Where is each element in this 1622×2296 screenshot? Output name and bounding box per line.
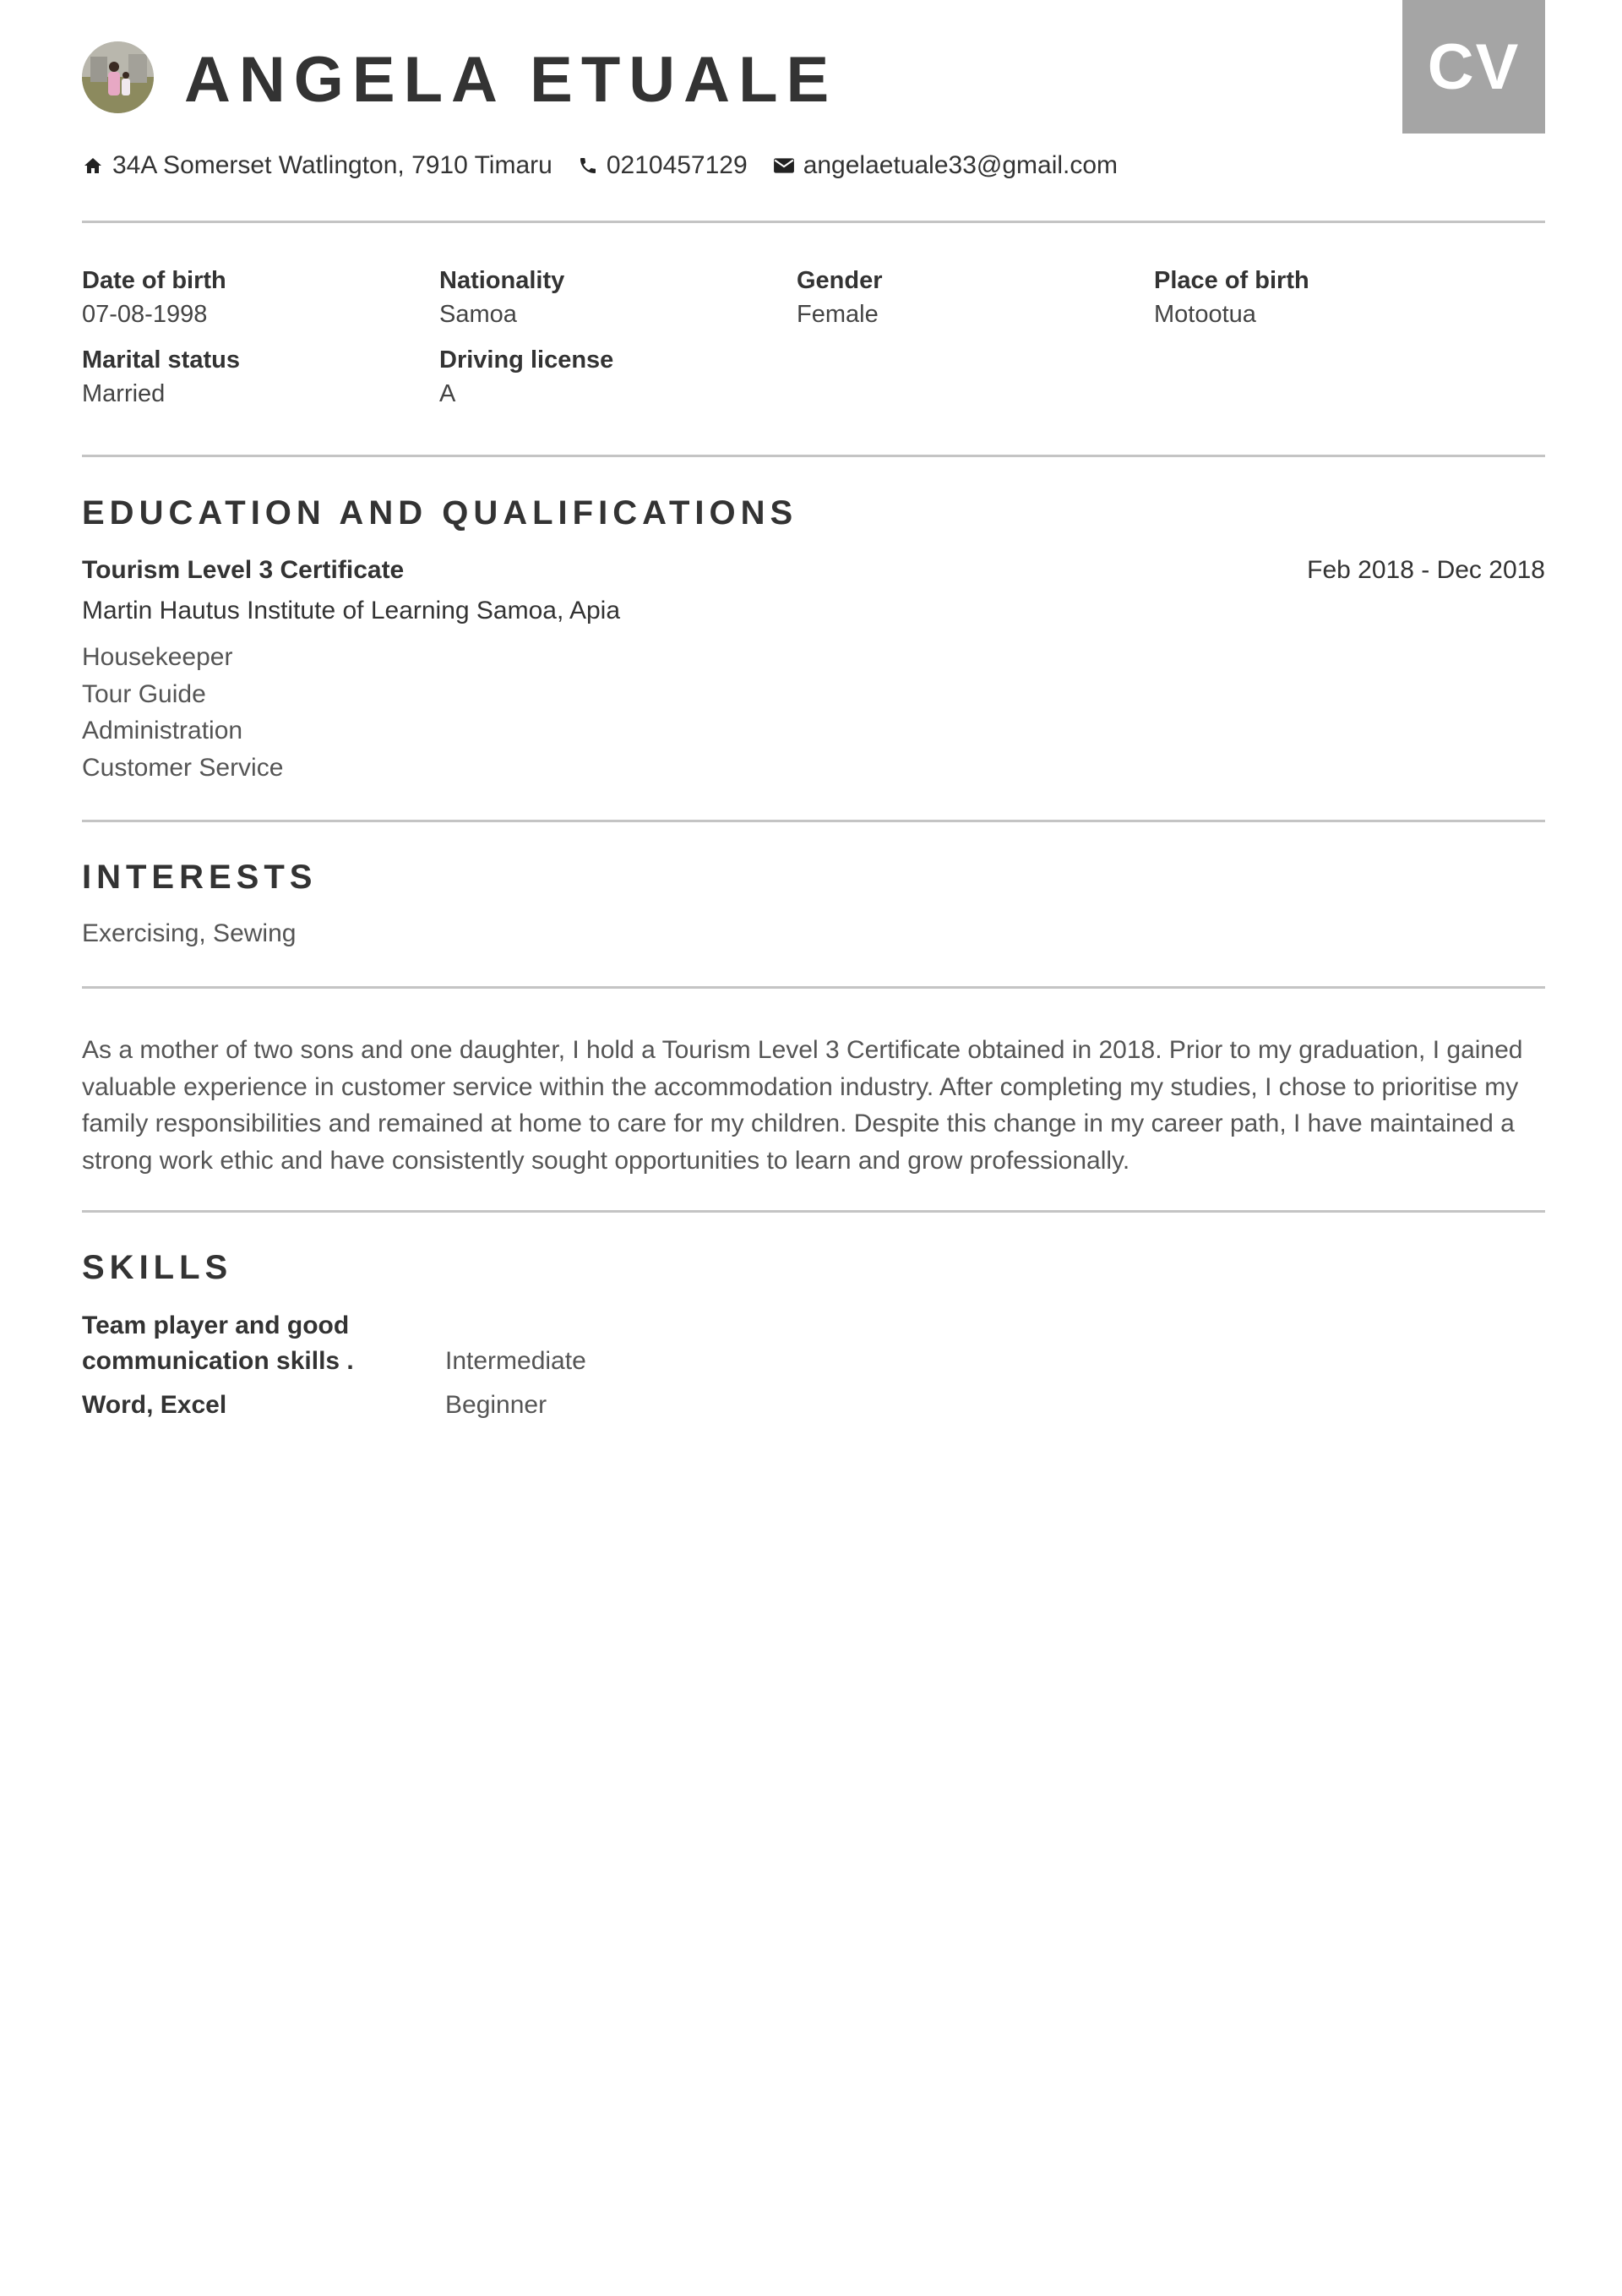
contact-email	[773, 151, 1118, 180]
email-icon	[773, 156, 795, 175]
education-degree: Tourism Level 3 Certificate	[82, 556, 405, 584]
skill-name	[82, 1388, 386, 1423]
info-date-of-birth	[82, 264, 226, 331]
info-driving-license	[439, 343, 613, 411]
divider	[82, 221, 1545, 223]
phone-text[interactable]: 0210457129	[606, 151, 748, 179]
info-label: Place of birth	[1154, 267, 1309, 294]
info-value: 07-08-1998	[82, 301, 208, 328]
info-label: Marital status	[82, 346, 240, 374]
summary-line: strong work ethic and have consistently sought opportunities to learn and grow professionally.	[82, 1146, 1130, 1175]
divider	[82, 1210, 1545, 1213]
education-items	[82, 639, 283, 786]
education-school: Martin Hautus Institute of Learning Samoa, Apia	[82, 597, 621, 624]
info-nationality	[439, 264, 564, 331]
skill-level: Beginner	[445, 1391, 547, 1419]
list-item: Housekeeper	[82, 643, 233, 671]
skill-level: Intermediate	[445, 1347, 586, 1375]
address-text: 34A Somerset Watlington, 7910 Timaru	[112, 151, 552, 179]
divider	[82, 820, 1545, 822]
section-title-interests: INTERESTS	[82, 859, 318, 896]
summary-line: As a mother of two sons and one daughter, I hold a Tourism Level 3 Certificate obtained in 2018. Prior to my graduation, I gained	[82, 1036, 1523, 1064]
education-dates: Feb 2018 - Dec 2018	[1307, 556, 1545, 584]
email-text[interactable]: angelaetuale33@gmail.com	[803, 151, 1119, 179]
info-value: A	[439, 380, 456, 407]
contact-address	[82, 151, 552, 180]
candidate-name: ANGELA ETUALE	[184, 44, 838, 116]
cv-badge: CV	[1402, 0, 1545, 134]
section-title-skills: SKILLS	[82, 1249, 233, 1286]
info-value: Female	[797, 301, 879, 328]
section-title-education: EDUCATION AND QUALIFICATIONS	[82, 494, 798, 532]
skill-name-line: communication skills .	[82, 1347, 354, 1375]
divider	[82, 455, 1545, 457]
info-label: Nationality	[439, 267, 565, 294]
skill-name	[82, 1308, 386, 1379]
info-value: Samoa	[439, 301, 517, 328]
profile-summary	[82, 1032, 1552, 1179]
phone-icon	[578, 155, 598, 176]
interests-text: Exercising, Sewing	[82, 919, 297, 947]
summary-line: valuable experience in customer service within the accommodation industry. After completing my studies, I chose to prioritise my	[82, 1072, 1519, 1101]
home-icon	[82, 155, 104, 176]
summary-line: family responsibilities and remained at home to care for my children. Despite this change in my career path, I have maintained a	[82, 1110, 1515, 1137]
info-place-of-birth	[1154, 264, 1309, 331]
info-label: Gender	[797, 267, 883, 294]
avatar	[82, 41, 154, 113]
info-gender	[797, 264, 883, 331]
skill-name-line: Word, Excel	[82, 1391, 227, 1419]
info-label: Date of birth	[82, 267, 226, 294]
profile-photo-icon	[82, 41, 154, 113]
list-item: Tour Guide	[82, 679, 206, 708]
divider	[82, 986, 1545, 989]
contact-phone	[578, 151, 748, 180]
info-marital-status	[82, 343, 240, 411]
info-label: Driving license	[439, 346, 614, 374]
info-value: Married	[82, 380, 166, 407]
list-item: Administration	[82, 717, 243, 744]
skill-name-line: Team player and good	[82, 1312, 350, 1339]
contact-bar	[82, 149, 1143, 183]
info-value: Motootua	[1154, 301, 1256, 328]
list-item: Customer Service	[82, 753, 284, 782]
